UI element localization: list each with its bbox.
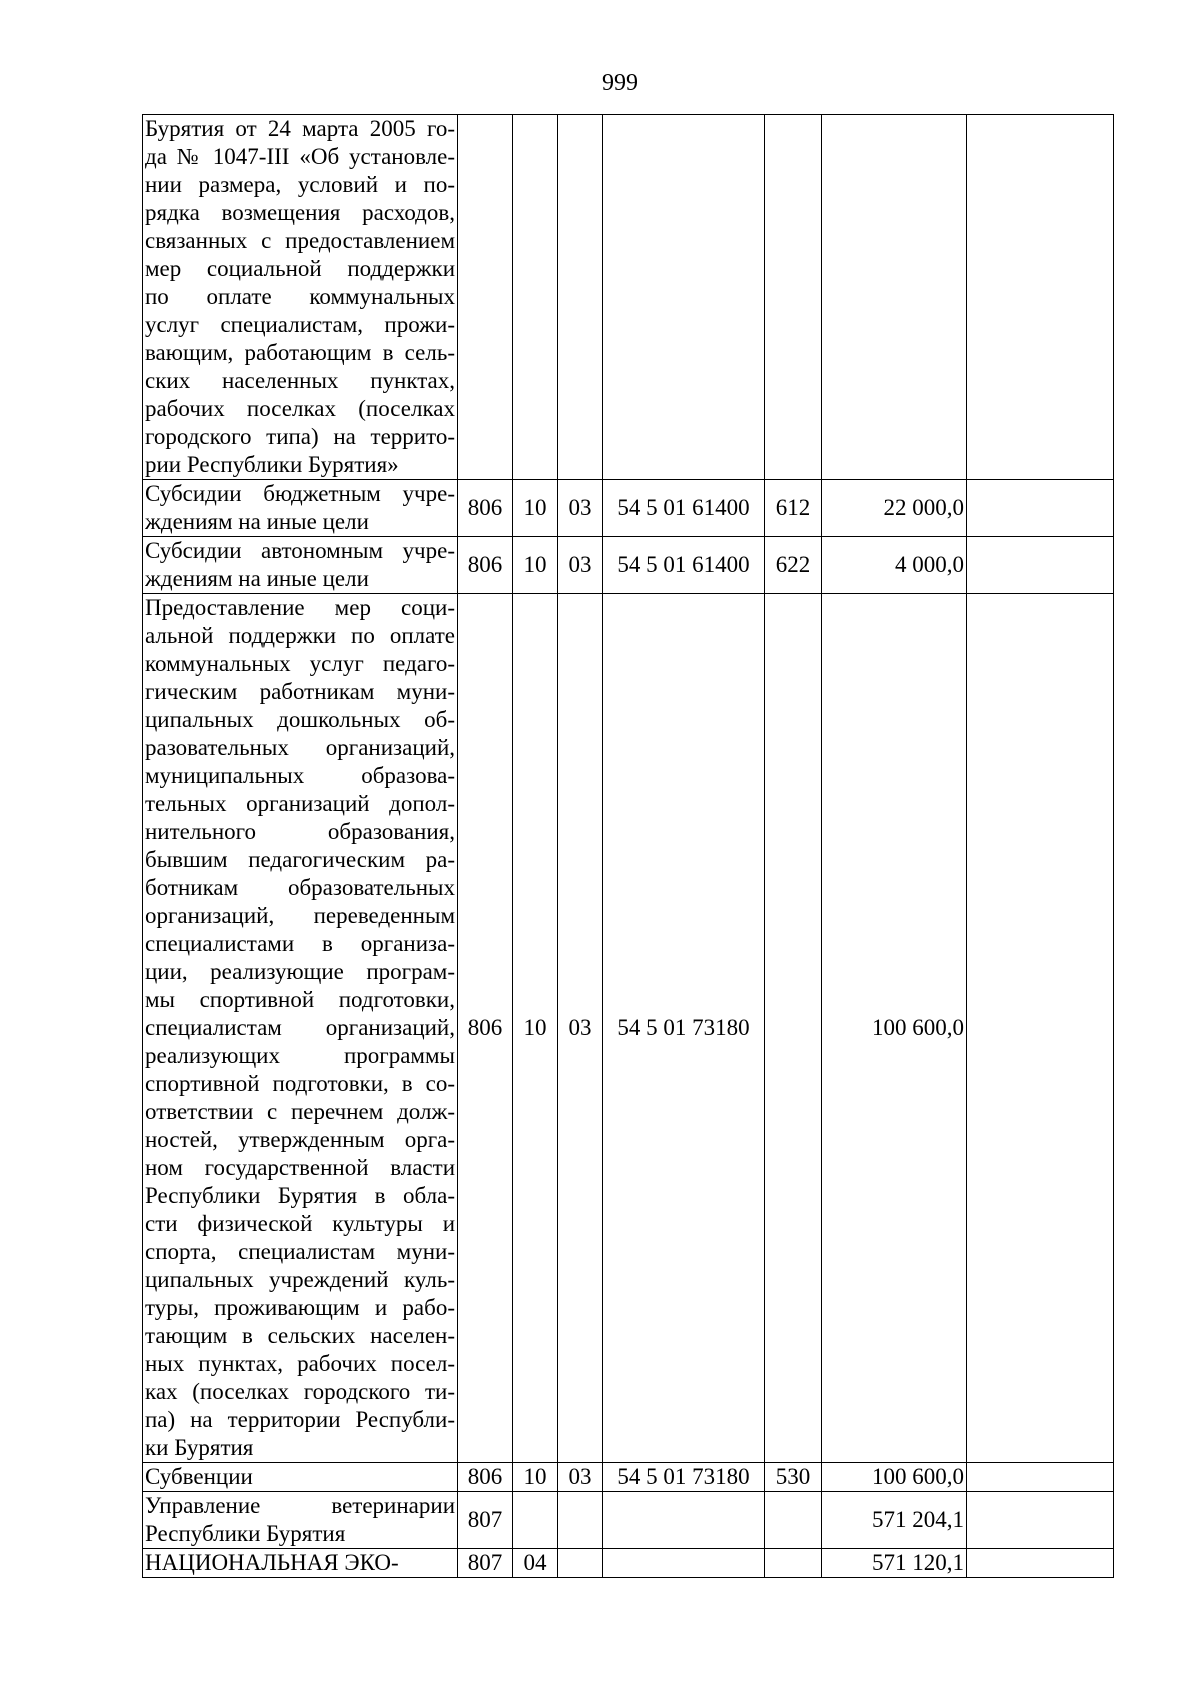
- pr-cell: 03: [558, 594, 603, 1463]
- extra-cell: [967, 1492, 1114, 1549]
- sum-cell: 4 000,0: [822, 537, 967, 594]
- rz-cell: [513, 1492, 558, 1549]
- sum-cell: 100 600,0: [822, 594, 967, 1463]
- csr-cell: [603, 1492, 765, 1549]
- vr-cell: [765, 1549, 822, 1578]
- csr-cell: 54 5 01 61400: [603, 537, 765, 594]
- extra-cell: [967, 1549, 1114, 1578]
- vr-cell: [765, 115, 822, 480]
- extra-cell: [967, 115, 1114, 480]
- row-name-line: Предоставление мер соци-: [145, 595, 455, 620]
- csr-cell: [603, 115, 765, 480]
- row-name-line: рядка возмещения расходов,: [145, 200, 455, 225]
- row-name-line: гическим работникам муни-: [145, 679, 455, 704]
- row-name-line: реализующих программы: [145, 1043, 455, 1068]
- table-row: [143, 1549, 1114, 1578]
- pr-cell: [558, 1549, 603, 1578]
- vr-cell: [765, 594, 822, 1463]
- row-name-line: ции, реализующие програм-: [145, 959, 455, 984]
- row-name-line: специалистам организаций,: [145, 1015, 455, 1040]
- row-name-line: городского типа) на террито-: [145, 424, 455, 449]
- row-name-cell: [143, 1492, 458, 1549]
- row-name-line: ждениям на иные цели: [145, 566, 369, 591]
- row-name-line: спортивной подготовки, в со-: [145, 1071, 455, 1096]
- csr-cell: 54 5 01 73180: [603, 1463, 765, 1492]
- table-row: [143, 594, 1114, 1463]
- row-name-line: муниципальных образова-: [145, 763, 455, 788]
- pr-cell: 03: [558, 480, 603, 537]
- row-name-line: Субвенции: [145, 1464, 253, 1489]
- row-name-line: разовательных организаций,: [145, 735, 455, 760]
- pr-cell: 03: [558, 537, 603, 594]
- row-name-line: ципальных дошкольных об-: [145, 707, 455, 732]
- row-name-line: мер социальной поддержки: [145, 256, 455, 281]
- vr-cell: 622: [765, 537, 822, 594]
- sum-cell: 571 120,1: [822, 1549, 967, 1578]
- row-name-line: тающим в сельских населен-: [145, 1323, 455, 1348]
- csr-cell: 54 5 01 61400: [603, 480, 765, 537]
- rz-cell: 04: [513, 1549, 558, 1578]
- row-name-line: НАЦИОНАЛЬНАЯ ЭКО-: [145, 1550, 399, 1575]
- grbs-cell: 807: [458, 1549, 513, 1578]
- row-name-line: Республики Бурятия: [145, 1521, 346, 1546]
- row-name-line: организаций, переведенным: [145, 903, 455, 928]
- table-row: [143, 537, 1114, 594]
- budget-table: [142, 114, 1114, 1578]
- grbs-cell: 806: [458, 594, 513, 1463]
- row-name-cell: [143, 1549, 458, 1578]
- vr-cell: 530: [765, 1463, 822, 1492]
- row-name-line: Бурятия от 24 марта 2005 го-: [145, 116, 455, 141]
- grbs-cell: [458, 115, 513, 480]
- extra-cell: [967, 1463, 1114, 1492]
- row-name-line: сти физической культуры и: [145, 1211, 455, 1236]
- row-name-line: ответствии с перечнем долж-: [145, 1099, 455, 1124]
- row-name-line: нительного образования,: [145, 819, 455, 844]
- row-name-line: рии Республики Бурятия»: [145, 452, 399, 477]
- row-name-line: связанных с предоставлением: [145, 228, 455, 253]
- rz-cell: 10: [513, 480, 558, 537]
- row-name-line: ципальных учреждений куль-: [145, 1267, 455, 1292]
- table-row: [143, 115, 1114, 480]
- row-name-line: рабочих поселках (поселках: [145, 396, 455, 421]
- table-body: [143, 115, 1114, 1578]
- rz-cell: 10: [513, 594, 558, 1463]
- row-name-line: услуг специалистам, прожи-: [145, 312, 455, 337]
- rz-cell: 10: [513, 537, 558, 594]
- row-name-line: бывшим педагогическим ра-: [145, 847, 455, 872]
- row-name-line: ских населенных пунктах,: [145, 368, 455, 393]
- row-name-line: специалистами в организа-: [145, 931, 455, 956]
- row-name-cell: [143, 537, 458, 594]
- table-row: [143, 1463, 1114, 1492]
- row-name-cell: [143, 1463, 458, 1492]
- row-name-line: ках (поселках городского ти-: [145, 1379, 455, 1404]
- grbs-cell: 806: [458, 537, 513, 594]
- row-name-line: да № 1047-III «Об установле-: [145, 144, 455, 169]
- pr-cell: 03: [558, 1463, 603, 1492]
- row-name-cell: [143, 594, 458, 1463]
- row-name-cell: [143, 115, 458, 480]
- row-name-line: ботникам образовательных: [145, 875, 455, 900]
- row-name-line: па) на территории Республи-: [145, 1407, 455, 1432]
- sum-cell: [822, 115, 967, 480]
- sum-cell: 22 000,0: [822, 480, 967, 537]
- row-name-line: Управление ветеринарии: [145, 1493, 455, 1518]
- sum-cell: 571 204,1: [822, 1492, 967, 1549]
- row-name-line: по оплате коммунальных: [145, 284, 455, 309]
- grbs-cell: 807: [458, 1492, 513, 1549]
- row-name-line: ностей, утвержденным орга-: [145, 1127, 455, 1152]
- csr-cell: 54 5 01 73180: [603, 594, 765, 1463]
- pr-cell: [558, 1492, 603, 1549]
- csr-cell: [603, 1549, 765, 1578]
- row-name-line: спорта, специалистам муни-: [145, 1239, 455, 1264]
- extra-cell: [967, 594, 1114, 1463]
- row-name-line: мы спортивной подготовки,: [145, 987, 455, 1012]
- row-name-line: туры, проживающим и рабо-: [145, 1295, 455, 1320]
- row-name-line: альной поддержки по оплате: [145, 623, 455, 648]
- extra-cell: [967, 537, 1114, 594]
- vr-cell: 612: [765, 480, 822, 537]
- rz-cell: 10: [513, 1463, 558, 1492]
- sum-cell: 100 600,0: [822, 1463, 967, 1492]
- row-name-line: вающим, работающим в сель-: [145, 340, 455, 365]
- vr-cell: [765, 1492, 822, 1549]
- extra-cell: [967, 480, 1114, 537]
- row-name-line: Субсидии бюджетным учре-: [145, 481, 455, 506]
- table-row: [143, 480, 1114, 537]
- table-row: [143, 1492, 1114, 1549]
- page-number: 999: [602, 70, 638, 96]
- row-name-line: коммунальных услуг педаго-: [145, 651, 455, 676]
- row-name-line: Республики Бурятия в обла-: [145, 1183, 455, 1208]
- grbs-cell: 806: [458, 1463, 513, 1492]
- row-name-line: тельных организаций допол-: [145, 791, 455, 816]
- rz-cell: [513, 115, 558, 480]
- row-name-line: ждениям на иные цели: [145, 509, 369, 534]
- row-name-line: ном государственной власти: [145, 1155, 455, 1180]
- pr-cell: [558, 115, 603, 480]
- grbs-cell: 806: [458, 480, 513, 537]
- row-name-line: ки Бурятия: [145, 1435, 254, 1460]
- row-name-cell: [143, 480, 458, 537]
- row-name-line: нии размера, условий и по-: [145, 172, 455, 197]
- row-name-line: ных пунктах, рабочих посел-: [145, 1351, 455, 1376]
- row-name-line: Субсидии автономным учре-: [145, 538, 455, 563]
